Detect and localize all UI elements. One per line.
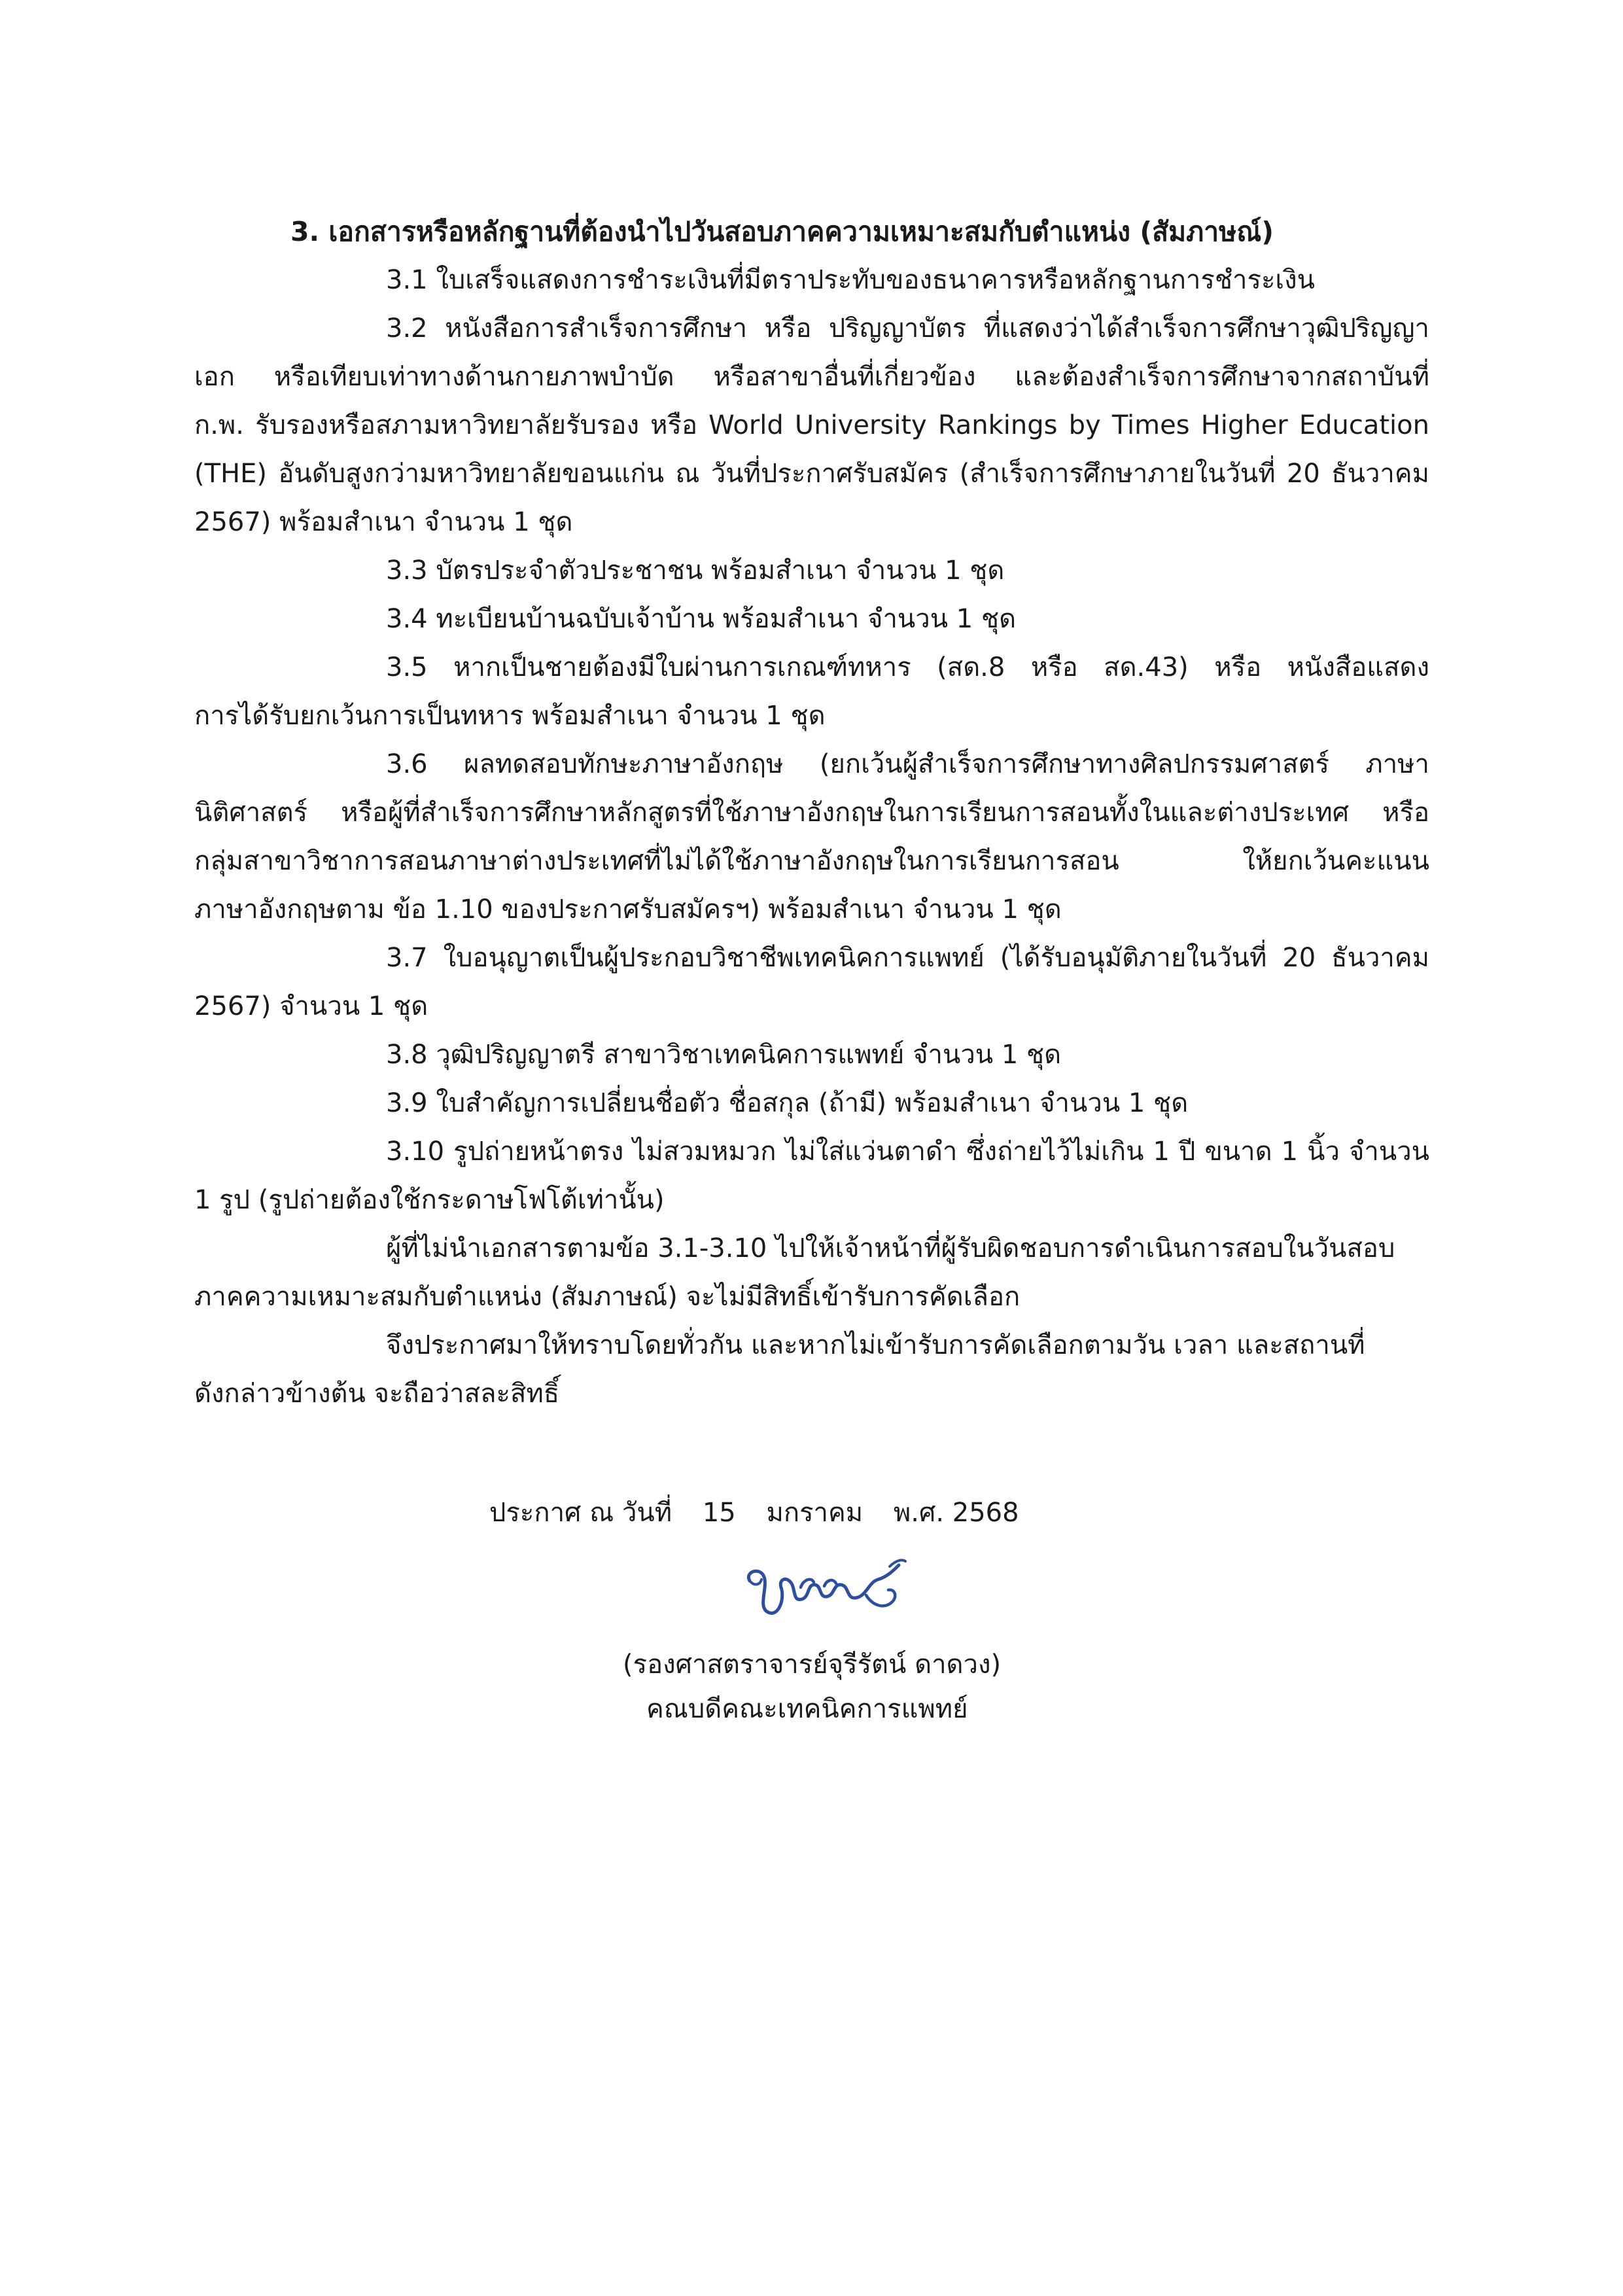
notice-line-1: ผู้ที่ไม่นำเอกสารตามข้อ 3.1-3.10 ไปให้เจ้าหน้าที่ผู้รับผิดชอบการดำเนินการสอบในวันสอบ xyxy=(386,1233,1395,1263)
signature-image xyxy=(738,1547,908,1625)
signer-title: คณบดีคณะเทคนิคการแพทย์ xyxy=(646,1694,968,1724)
date-month: มกราคม xyxy=(766,1498,864,1528)
item-3-8-line-1: 3.8 วุฒิปริญญาตรี สาขาวิชาเทคนิคการแพทย์ จำนวน 1 ชุด xyxy=(386,1040,1062,1070)
announce-line-1: จึงประกาศมาให้ทราบโดยทั่วกัน และหากไม่เข้ารับการคัดเลือกตามวัน เวลา และสถานที่ xyxy=(386,1330,1365,1360)
item-3-2-line-5: 2567) พร้อมสำเนา จำนวน 1 ชุด xyxy=(194,507,573,537)
date-day: 15 xyxy=(702,1498,736,1528)
item-3-9-line-1: 3.9 ใบสำคัญการเปลี่ยนชื่อตัว ชื่อสกุล (ถ้ามี) พร้อมสำเนา จำนวน 1 ชุด xyxy=(386,1088,1189,1118)
signer-name: (รองศาสตราจารย์จุรีรัตน์ ดาดวง) xyxy=(623,1650,1002,1680)
item-3-6-line-3: กลุ่มสาขาวิชาการสอนภาษาต่างประเทศที่ไม่ได้ใช้ภาษาอังกฤษในการเรียนการสอน ให้ยกเว้นคะแนน xyxy=(194,846,1429,876)
item-3-6-line-2: นิติศาสตร์ หรือผู้ที่สำเร็จการศึกษาหลักสูตรที่ใช้ภาษาอังกฤษในการเรียนการสอนทั้งในและต่างประเทศ หรือ xyxy=(194,798,1429,828)
item-3-6-line-1: 3.6 ผลทดสอบทักษะภาษาอังกฤษ (ยกเว้นผู้สำเร็จการศึกษาทางศิลปกรรมศาสตร์ ภาษา xyxy=(386,749,1429,779)
date-prefix: ประกาศ ณ วันที่ xyxy=(489,1498,672,1528)
item-3-2-line-3: ก.พ. รับรองหรือสภามหาวิทยาลัยรับรอง หรือ World University Rankings by Times Higher Education xyxy=(194,410,1429,440)
item-3-6-line-4: ภาษาอังกฤษตาม ข้อ 1.10 ของประกาศรับสมัครฯ) พร้อมสำเนา จำนวน 1 ชุด xyxy=(194,894,1062,925)
announcement-date xyxy=(489,1494,1041,1531)
section-heading: 3. เอกสารหรือหลักฐานที่ต้องนำไปวันสอบภาคความเหมาะสมกับตำแหน่ง (สัมภาษณ์) xyxy=(290,216,1274,247)
item-3-5-line-1: 3.5 หากเป็นชายต้องมีใบผ่านการเกณฑ์ทหาร (สด.8 หรือ สด.43) หรือ หนังสือแสดง xyxy=(386,652,1429,682)
item-3-10-line-1: 3.10 รูปถ่ายหน้าตรง ไม่สวมหมวก ไม่ใส่แว่นตาดำ ซึ่งถ่ายไว้ไม่เกิน 1 ปี ขนาด 1 นิ้ว จำนวน xyxy=(386,1137,1429,1167)
item-3-2-line-1: 3.2 หนังสือการสำเร็จการศึกษา หรือ ปริญญาบัตร ที่แสดงว่าได้สำเร็จการศึกษาวุฒิปริญญา xyxy=(386,313,1429,344)
announce-line-2: ดังกล่าวข้างต้น จะถือว่าสละสิทธิ์ xyxy=(194,1379,560,1409)
item-3-2-line-2: เอก หรือเทียบเท่าทางด้านกายภาพบำบัด หรือสาขาอื่นที่เกี่ยวข้อง และต้องสำเร็จการศึกษาจากสถาบันที่ xyxy=(194,362,1429,392)
item-3-4-line-1: 3.4 ทะเบียนบ้านฉบับเจ้าบ้าน พร้อมสำเนา จำนวน 1 ชุด xyxy=(386,604,1017,634)
notice-line-2: ภาคความเหมาะสมกับตำแหน่ง (สัมภาษณ์) จะไม่มีสิทธิ์เข้ารับการคัดเลือก xyxy=(194,1282,1021,1312)
item-3-2-line-4: (THE) อันดับสูงกว่ามหาวิทยาลัยขอนแก่น ณ วันที่ประกาศรับสมัคร (สำเร็จการศึกษาภายในวันที่ 20 ธันวาคม xyxy=(194,459,1429,489)
item-3-5-line-2: การได้รับยกเว้นการเป็นทหาร พร้อมสำเนา จำนวน 1 ชุด xyxy=(194,701,826,731)
item-3-10-line-2: 1 รูป (รูปถ่ายต้องใช้กระดาษโฟโต้เท่านั้น) xyxy=(194,1185,665,1215)
item-3-7-line-1: 3.7 ใบอนุญาตเป็นผู้ประกอบวิชาชีพเทคนิคการแพทย์ (ได้รับอนุมัติภายในวันที่ 20 ธันวาคม xyxy=(386,943,1429,973)
date-year: พ.ศ. 2568 xyxy=(893,1498,1019,1528)
item-3-1-line-1: 3.1 ใบเสร็จแสดงการชำระเงินที่มีตราประทับของธนาคารหรือหลักฐานการชำระเงิน xyxy=(386,265,1315,295)
item-3-7-line-2: 2567) จำนวน 1 ชุด xyxy=(194,991,428,1021)
item-3-3-line-1: 3.3 บัตรประจำตัวประชาชน พร้อมสำเนา จำนวน 1 ชุด xyxy=(386,556,1005,586)
